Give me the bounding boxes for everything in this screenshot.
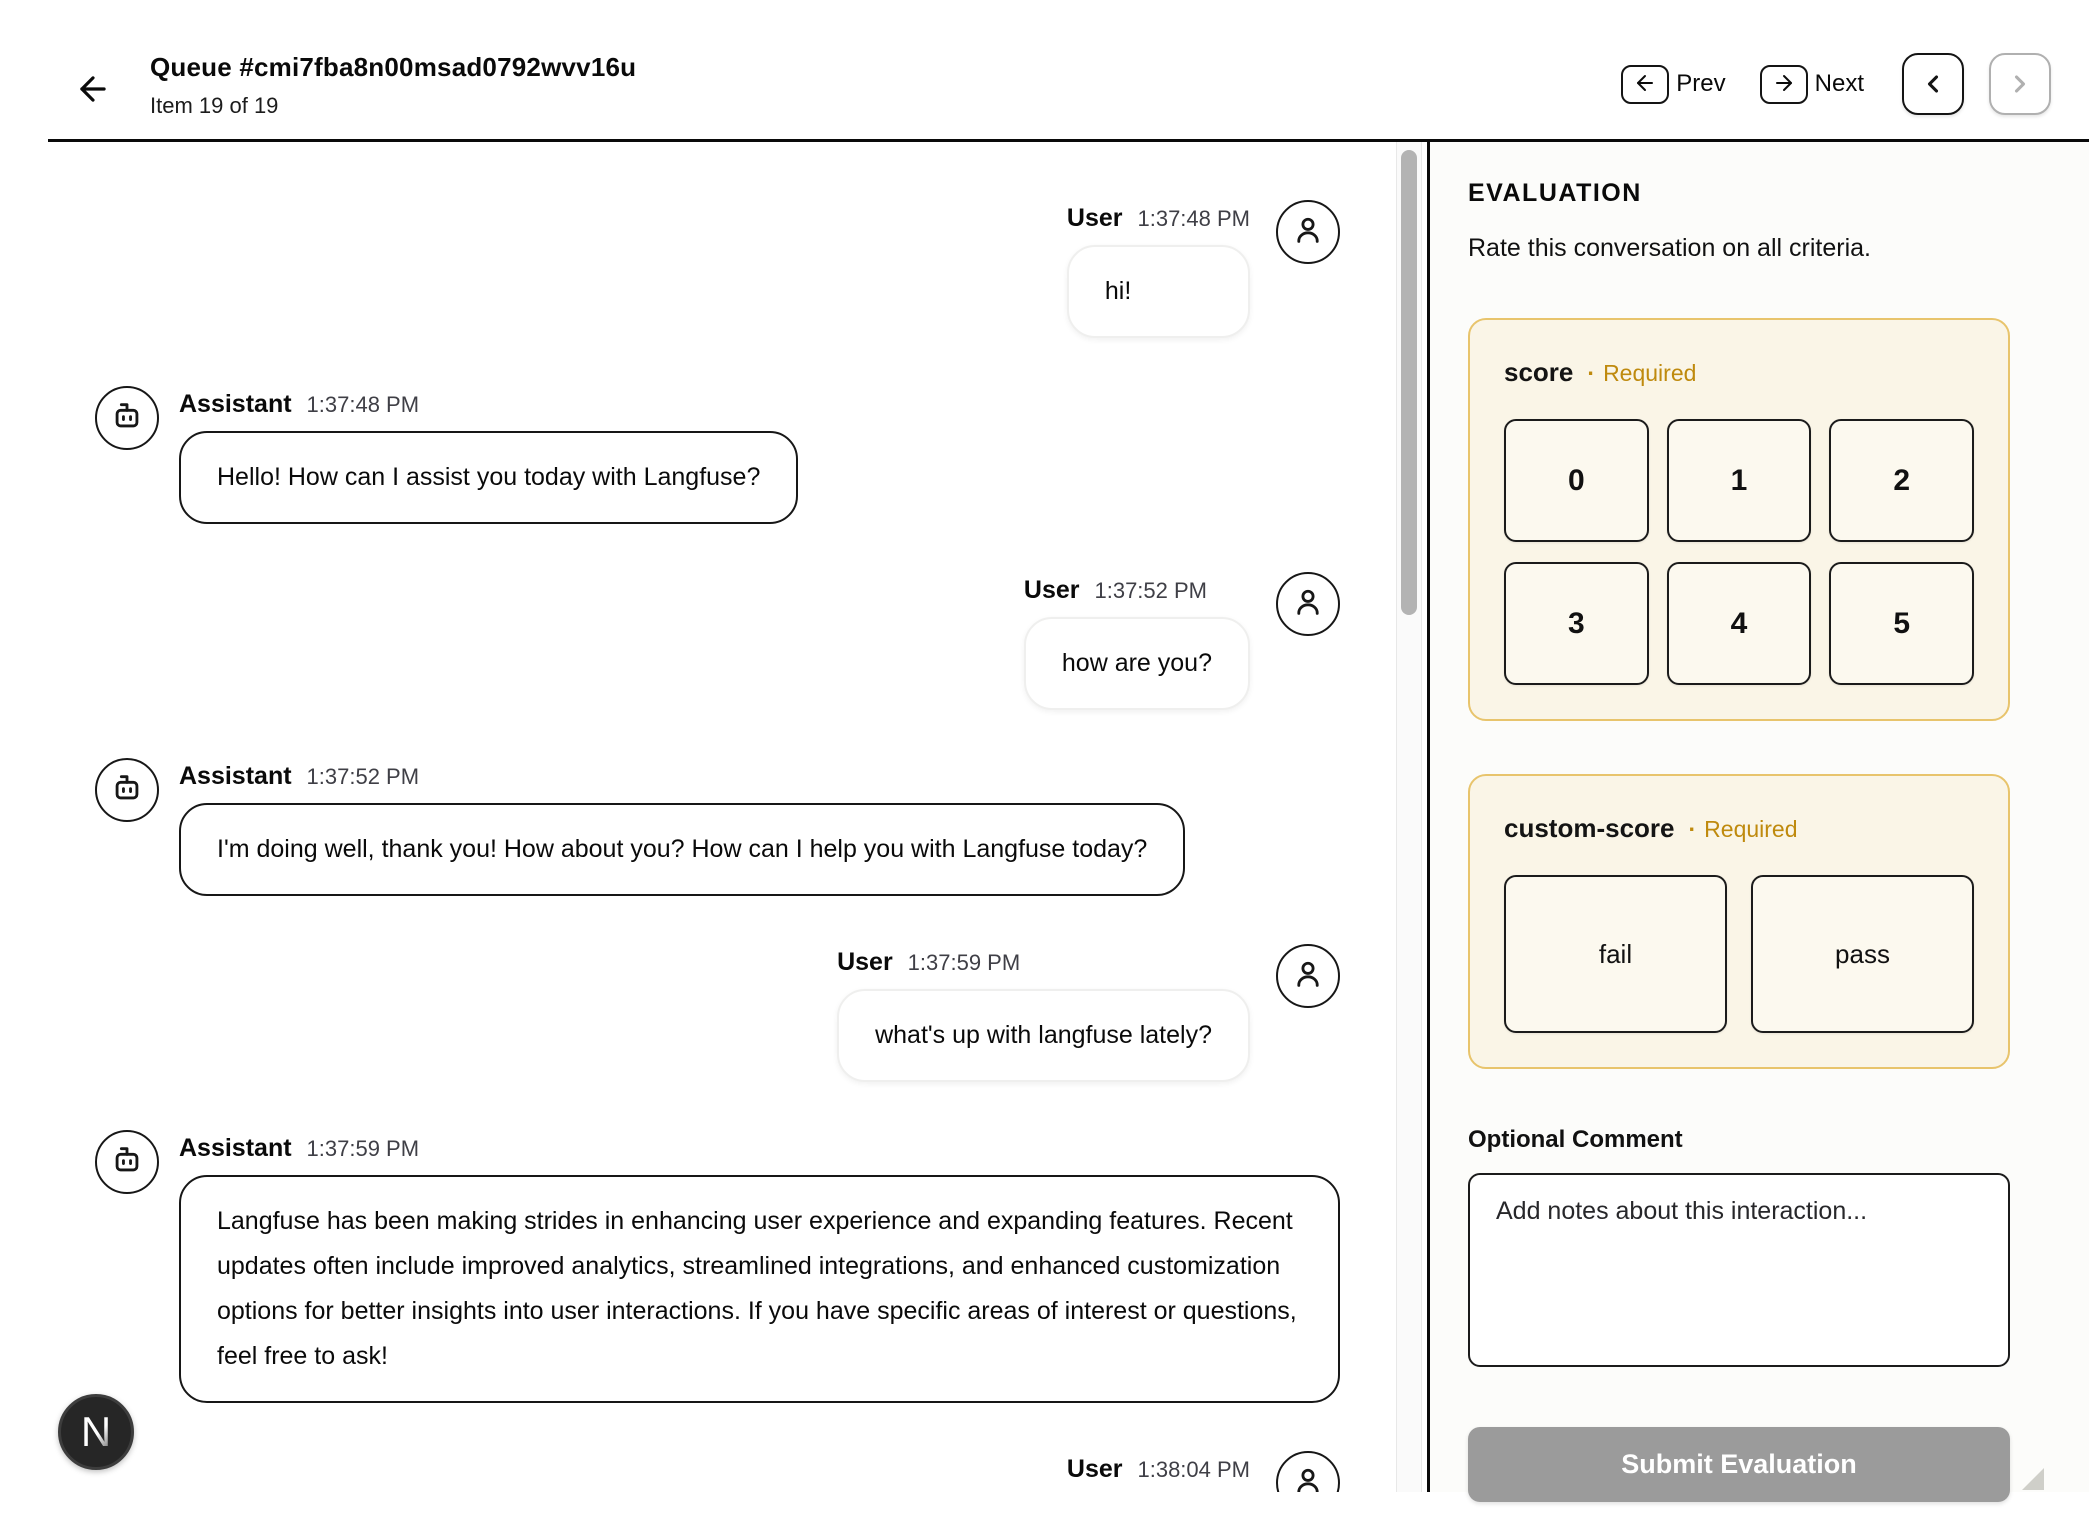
criterion-required-badge: · Required <box>1587 360 1697 386</box>
criterion-header <box>1504 812 1974 845</box>
avatar <box>95 1130 159 1194</box>
message-body <box>837 948 1250 1082</box>
comment-label: Optional Comment <box>1468 1126 1683 1153</box>
page-title: Queue #cmi7fba8n00msad0792wvv16u <box>150 52 637 82</box>
message-author: User <box>1066 1455 1123 1483</box>
message-body <box>1067 204 1250 338</box>
evaluation-heading: EVALUATION <box>1468 179 1642 207</box>
message-body <box>1024 576 1250 710</box>
chat-scrollbar-track[interactable] <box>1396 142 1422 1492</box>
message-list <box>95 204 1340 1492</box>
message-body <box>1067 1455 1250 1492</box>
person-icon <box>1291 1464 1325 1493</box>
page-forward-button[interactable] <box>1989 53 2051 115</box>
message-timestamp: 1:37:59 PM <box>907 950 1021 975</box>
criterion-name: score <box>1504 357 1574 387</box>
chat-message <box>95 204 1340 338</box>
chat-message <box>95 390 1340 524</box>
criterion-card <box>1468 318 2010 721</box>
message-author: User <box>1066 204 1123 232</box>
bullet-icon: · <box>1587 360 1596 386</box>
message-bubble: Hello! How can I assist you today with Langfuse? <box>179 431 798 524</box>
pager-group <box>1902 53 2051 115</box>
page-back-button[interactable] <box>1902 53 1964 115</box>
avatar <box>1276 944 1340 1008</box>
criteria-cards <box>1468 318 2010 1069</box>
score-option-button[interactable]: 3 <box>1504 562 1649 685</box>
message-timestamp: 1:37:59 PM <box>306 1136 420 1161</box>
nextjs-dev-badge[interactable] <box>58 1394 134 1470</box>
avatar <box>1276 572 1340 636</box>
arrow-left-icon <box>1633 71 1657 98</box>
message-author: User <box>837 948 893 976</box>
chat-scrollbar-thumb[interactable] <box>1401 150 1417 615</box>
chat-message <box>95 576 1340 710</box>
message-body <box>179 1134 1340 1403</box>
message-timestamp: 1:37:52 PM <box>306 764 420 789</box>
message-bubble: hi! <box>1067 245 1250 338</box>
message-header <box>837 948 1250 977</box>
criterion-required-badge: · Required <box>1688 816 1798 842</box>
score-option-button[interactable]: pass <box>1751 875 1974 1033</box>
avatar <box>95 386 159 450</box>
avatar <box>1276 1451 1340 1492</box>
submit-evaluation-button[interactable]: Submit Evaluation <box>1468 1427 2010 1502</box>
title-block <box>150 52 636 119</box>
arrow-left-icon <box>74 96 112 111</box>
criterion-name: custom-score <box>1504 813 1675 843</box>
message-author: Assistant <box>179 762 292 790</box>
criterion-header <box>1504 356 1974 389</box>
score-option-button[interactable]: 1 <box>1667 419 1812 542</box>
person-icon <box>1291 213 1325 252</box>
message-header <box>1067 1455 1250 1484</box>
bot-icon <box>110 1143 144 1182</box>
score-option-button[interactable]: 5 <box>1829 562 1974 685</box>
message-header <box>179 390 798 419</box>
message-bubble: how are you? <box>1024 617 1250 710</box>
message-timestamp: 1:37:52 PM <box>1094 578 1207 603</box>
criterion-options <box>1504 875 1974 1033</box>
chat-message <box>95 762 1340 896</box>
message-body <box>179 390 798 524</box>
resize-grip[interactable] <box>2022 1468 2044 1490</box>
avatar <box>1276 200 1340 264</box>
message-timestamp: 1:37:48 PM <box>306 392 420 417</box>
message-header <box>179 1134 1340 1163</box>
bot-icon <box>110 399 144 438</box>
comment-textarea[interactable] <box>1468 1173 2010 1367</box>
chat-message <box>95 948 1340 1082</box>
person-icon <box>1291 957 1325 996</box>
evaluation-panel-content <box>1468 179 2010 1502</box>
score-option-button[interactable]: 2 <box>1829 419 1974 542</box>
chevron-right-icon <box>2006 70 2034 98</box>
message-header <box>1024 576 1250 605</box>
message-author: Assistant <box>179 1134 292 1162</box>
item-counter: Item 19 of 19 <box>150 93 279 118</box>
evaluation-subheading: Rate this conversation on all criteria. <box>1468 234 1871 262</box>
avatar <box>95 758 159 822</box>
bullet-icon: · <box>1688 816 1697 842</box>
message-timestamp: 1:37:48 PM <box>1137 206 1250 231</box>
next-label: Next <box>1814 70 1864 97</box>
message-bubble: Langfuse has been making strides in enhancing user experience and expanding features. Recent updates often include improved analytics, streamlined integrations, and enhanced customization options for better insights into user interactions. If you have specific areas of interest or questions, feel free to ask! <box>179 1175 1340 1403</box>
message-bubble: what's up with langfuse lately? <box>837 989 1250 1082</box>
message-author: User <box>1023 576 1080 604</box>
score-option-button[interactable]: fail <box>1504 875 1727 1033</box>
message-body <box>179 762 1185 896</box>
message-header <box>1067 204 1250 233</box>
message-bubble: I'm doing well, thank you! How about you? How can I help you with Langfuse today? <box>179 803 1185 896</box>
arrow-right-icon <box>1772 71 1796 98</box>
header <box>0 0 2089 141</box>
back-button[interactable] <box>68 68 112 112</box>
chat-message <box>95 1134 1340 1403</box>
criterion-options <box>1504 419 1974 685</box>
prev-group <box>1621 65 1725 104</box>
message-author: Assistant <box>179 390 292 418</box>
bot-icon <box>110 771 144 810</box>
prev-button[interactable] <box>1621 65 1669 104</box>
message-timestamp: 1:38:04 PM <box>1137 1457 1250 1482</box>
prev-label: Prev <box>1676 70 1726 97</box>
score-option-button[interactable]: 4 <box>1667 562 1812 685</box>
evaluation-panel <box>1430 142 2089 1492</box>
next-group <box>1760 65 1864 104</box>
person-icon <box>1291 585 1325 624</box>
score-option-button[interactable]: 0 <box>1504 419 1649 542</box>
chevron-left-icon <box>1919 70 1947 98</box>
conversation-pane <box>0 142 1396 1492</box>
criterion-card <box>1468 774 2010 1069</box>
next-button[interactable] <box>1760 65 1808 104</box>
message-header <box>179 762 1185 791</box>
chat-message <box>95 1455 1340 1492</box>
n-logo-icon: N <box>80 1408 112 1455</box>
header-nav <box>1621 53 2051 115</box>
